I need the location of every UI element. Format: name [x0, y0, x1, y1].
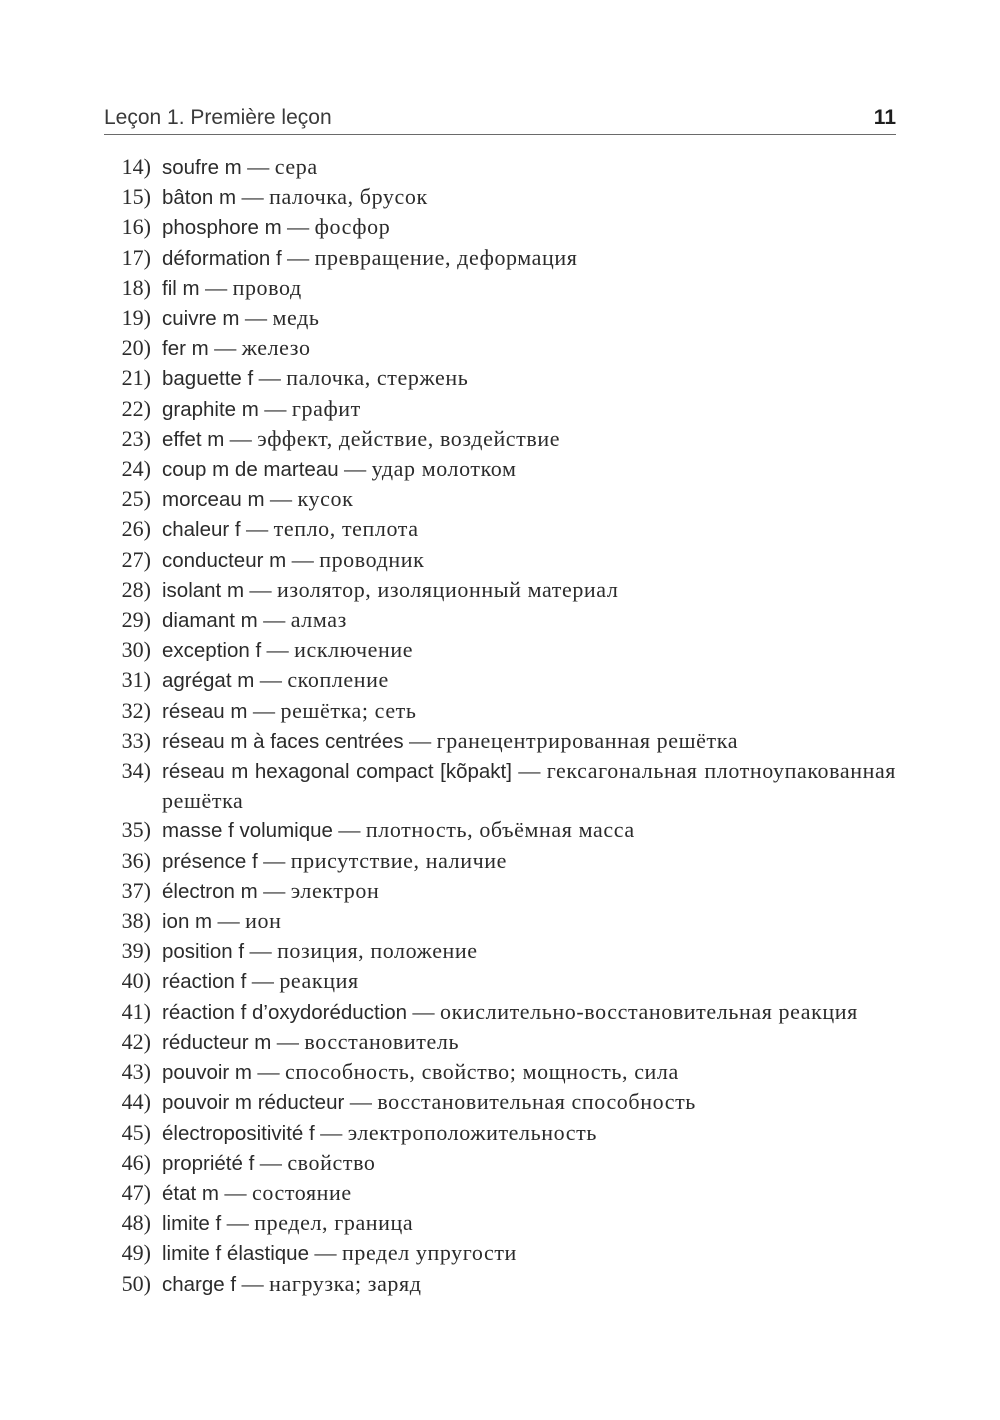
vocabulary-entry: [104, 1087, 896, 1117]
entry-term: déformation f: [162, 246, 282, 270]
entry-number: 39): [121, 938, 151, 964]
entry-translation: электроположительность: [347, 1119, 597, 1145]
vocabulary-entry: [104, 1208, 896, 1238]
entry-separator: —: [246, 516, 269, 542]
vocabulary-list: [104, 152, 896, 1299]
entry-term: bâton m: [162, 186, 237, 210]
entry-translation: позиция, положение: [277, 938, 478, 964]
vocabulary-entry: [104, 1238, 896, 1268]
entry-term: coup m de marteau: [162, 458, 339, 482]
entry-translation: палочка, стержень: [286, 365, 469, 391]
entry-translation: превращение, деформация: [314, 244, 578, 270]
entry-body: [162, 876, 896, 906]
entry-body: [162, 363, 896, 393]
entry-body: [162, 243, 896, 273]
entry-term: réseau m hexagonal compact [kõpakt]: [162, 760, 512, 784]
entry-separator: —: [214, 335, 237, 361]
entry-translation: гексагональная плотноупакованная решётка: [162, 758, 897, 814]
entry-body: [162, 756, 896, 815]
entry-term: effet m: [162, 427, 225, 451]
entry-separator: —: [412, 998, 435, 1024]
entry-term: réseau m à faces centrées: [162, 729, 404, 753]
vocabulary-entry: [104, 1118, 896, 1148]
entry-term: électropositivité f: [162, 1121, 315, 1145]
chapter-title: Leçon 1. Première leçon: [104, 106, 332, 129]
entry-term: électron m: [162, 879, 258, 903]
vocabulary-entry: [104, 243, 896, 273]
entry-separator: —: [287, 244, 310, 270]
entry-body: [162, 696, 896, 726]
entry-translation: удар молотком: [371, 456, 517, 482]
entry-body: [162, 333, 896, 363]
vocabulary-entry: [104, 484, 896, 514]
entry-translation: решётка; сеть: [280, 697, 417, 723]
entry-number: 24): [121, 456, 151, 482]
entry-separator: —: [344, 456, 367, 482]
entry-body: [162, 846, 896, 876]
entry-body: [162, 1027, 896, 1057]
vocabulary-entry: [104, 966, 896, 996]
entry-number: 21): [121, 365, 151, 391]
entry-term: pouvoir m: [162, 1061, 253, 1085]
entry-number: 45): [121, 1119, 151, 1145]
vocabulary-entry: [104, 997, 896, 1027]
entry-body: [162, 212, 896, 242]
vocabulary-entry: [104, 273, 896, 303]
entry-number: 46): [121, 1149, 151, 1175]
entry-separator: —: [263, 877, 286, 903]
entry-body: [162, 394, 896, 424]
entry-number: 44): [121, 1089, 151, 1115]
entry-term: fer m: [162, 337, 209, 361]
entry-number: 15): [121, 184, 151, 210]
entry-translation: реакция: [279, 968, 359, 994]
entry-term: présence f: [162, 849, 258, 873]
entry-separator: —: [270, 486, 293, 512]
entry-separator: —: [241, 1270, 264, 1296]
entry-separator: —: [258, 365, 281, 391]
entry-term: pouvoir m réducteur: [162, 1091, 345, 1115]
entry-number: 35): [121, 817, 151, 843]
entry-term: conducteur m: [162, 548, 287, 572]
entry-translation: эффект, действие, воздействие: [257, 425, 561, 451]
entry-separator: —: [349, 1089, 372, 1115]
entry-separator: —: [320, 1119, 343, 1145]
entry-separator: —: [276, 1028, 299, 1054]
entry-separator: —: [314, 1240, 337, 1266]
entry-number: 14): [121, 154, 151, 179]
vocabulary-entry: [104, 906, 896, 936]
entry-number: 33): [121, 727, 151, 753]
vocabulary-entry: [104, 303, 896, 333]
vocabulary-entry: [104, 394, 896, 424]
vocabulary-entry: [104, 1148, 896, 1178]
entry-number: 32): [121, 697, 151, 723]
vocabulary-entry: [104, 152, 896, 182]
entry-body: [162, 1087, 896, 1117]
entry-body: [162, 1148, 896, 1178]
entry-body: [162, 273, 896, 303]
entry-number: 34): [121, 758, 151, 784]
vocabulary-entry: [104, 363, 896, 393]
entry-body: [162, 906, 896, 936]
entry-translation: графит: [291, 395, 361, 421]
entry-separator: —: [226, 1210, 249, 1236]
entry-body: [162, 997, 896, 1027]
entry-term: charge f: [162, 1272, 237, 1296]
entry-separator: —: [291, 546, 314, 572]
entry-body: [162, 605, 896, 635]
entry-separator: —: [249, 576, 272, 602]
entry-term: soufre m: [162, 156, 242, 179]
entry-term: réducteur m: [162, 1030, 272, 1054]
entry-body: [162, 815, 896, 845]
vocabulary-entry: [104, 1027, 896, 1057]
entry-number: 25): [121, 486, 151, 512]
vocabulary-entry: [104, 212, 896, 242]
entry-term: réaction f d’oxydoréduction: [162, 1000, 408, 1024]
entry-separator: —: [287, 214, 310, 240]
entry-term: réaction f: [162, 970, 247, 994]
entry-body: [162, 303, 896, 333]
entry-number: 43): [121, 1059, 151, 1085]
vocabulary-entry: [104, 545, 896, 575]
entry-translation: плотность, объёмная масса: [365, 817, 635, 843]
entry-separator: —: [259, 1149, 282, 1175]
vocabulary-entry: [104, 936, 896, 966]
entry-separator: —: [263, 607, 286, 633]
entry-term: cuivre m: [162, 307, 240, 331]
entry-translation: гранецентрированная решётка: [436, 727, 739, 753]
entry-separator: —: [518, 758, 541, 784]
entry-term: réseau m: [162, 699, 248, 723]
entry-translation: провод: [232, 274, 302, 300]
entry-separator: —: [264, 395, 287, 421]
entry-term: masse f volumique: [162, 819, 333, 843]
page-number: 11: [873, 106, 896, 129]
entry-term: position f: [162, 940, 245, 964]
entry-term: exception f: [162, 639, 262, 663]
entry-body: [162, 726, 896, 756]
entry-body: [162, 575, 896, 605]
entry-translation: восстановительная способность: [377, 1089, 696, 1115]
entry-translation: палочка, брусок: [269, 184, 428, 210]
entry-number: 27): [121, 546, 151, 572]
entry-translation: предел, граница: [254, 1210, 414, 1236]
entry-number: 49): [121, 1240, 151, 1266]
entry-term: baguette f: [162, 367, 254, 391]
entry-separator: —: [241, 184, 264, 210]
entry-body: [162, 1178, 896, 1208]
entry-body: [162, 1118, 896, 1148]
entry-number: 30): [121, 637, 151, 663]
entry-translation: присутствие, наличие: [290, 847, 508, 873]
vocabulary-entry: [104, 726, 896, 756]
entry-translation: состояние: [251, 1179, 352, 1205]
entry-number: 42): [121, 1028, 151, 1054]
entry-body: [162, 484, 896, 514]
entry-number: 40): [121, 968, 151, 994]
entry-number: 29): [121, 607, 151, 633]
entry-separator: —: [263, 847, 286, 873]
entry-number: 16): [121, 214, 151, 240]
entry-body: [162, 1269, 896, 1299]
vocabulary-entry: [104, 696, 896, 726]
entry-translation: способность, свойство; мощность, сила: [285, 1059, 679, 1085]
entry-number: 47): [121, 1179, 151, 1205]
entry-translation: сера: [274, 154, 318, 179]
entry-translation: ион: [245, 908, 282, 934]
entry-number: 26): [121, 516, 151, 542]
vocabulary-entry: [104, 182, 896, 212]
entry-body: [162, 545, 896, 575]
entry-number: 18): [121, 274, 151, 300]
entry-number: 38): [121, 908, 151, 934]
entry-term: limite f élastique: [162, 1242, 309, 1266]
entry-number: 17): [121, 244, 151, 270]
entry-number: 37): [121, 877, 151, 903]
entry-term: chaleur f: [162, 518, 241, 542]
entry-number: 41): [121, 998, 151, 1024]
entry-separator: —: [244, 305, 267, 331]
running-header: [104, 104, 896, 135]
entry-number: 19): [121, 305, 151, 331]
vocabulary-entry: [104, 333, 896, 363]
entry-separator: —: [409, 727, 432, 753]
entry-translation: тепло, теплота: [273, 516, 419, 542]
entry-separator: —: [259, 667, 282, 693]
entry-term: agrégat m: [162, 669, 255, 693]
entry-number: 23): [121, 425, 151, 451]
entry-number: 28): [121, 576, 151, 602]
entry-separator: —: [224, 1179, 247, 1205]
entry-body: [162, 182, 896, 212]
entry-separator: —: [247, 154, 270, 179]
vocabulary-entry: [104, 665, 896, 695]
entry-term: isolant m: [162, 578, 245, 602]
vocabulary-entry: [104, 815, 896, 845]
entry-translation: свойство: [287, 1149, 376, 1175]
entry-translation: окислительно-восстановительная реакция: [440, 998, 858, 1024]
entry-separator: —: [249, 938, 272, 964]
entry-separator: —: [229, 425, 252, 451]
entry-body: [162, 936, 896, 966]
entry-translation: изолятор, изоляционный материал: [277, 576, 619, 602]
entry-translation: кусок: [297, 486, 354, 512]
entry-term: fil m: [162, 276, 200, 300]
entry-term: propriété f: [162, 1151, 255, 1175]
entry-translation: фосфор: [314, 214, 391, 240]
entry-term: diamant m: [162, 609, 258, 633]
entry-translation: медь: [272, 305, 320, 331]
entry-term: graphite m: [162, 397, 259, 421]
entry-separator: —: [338, 817, 361, 843]
vocabulary-entry: [104, 635, 896, 665]
vocabulary-entry: [104, 514, 896, 544]
vocabulary-entry: [104, 424, 896, 454]
entry-term: morceau m: [162, 488, 265, 512]
entry-body: [162, 454, 896, 484]
entry-separator: —: [217, 908, 240, 934]
vocabulary-entry: [104, 454, 896, 484]
entry-number: 36): [121, 847, 151, 873]
entry-body: [162, 1208, 896, 1238]
entry-term: état m: [162, 1181, 219, 1205]
entry-term: ion m: [162, 910, 213, 934]
entry-translation: нагрузка; заряд: [269, 1270, 422, 1296]
entry-body: [162, 1057, 896, 1087]
vocabulary-entry: [104, 756, 896, 815]
entry-body: [162, 514, 896, 544]
entry-translation: исключение: [294, 637, 414, 663]
entry-separator: —: [205, 274, 228, 300]
vocabulary-entry: [104, 846, 896, 876]
entry-body: [162, 152, 896, 182]
vocabulary-entry: [104, 575, 896, 605]
entry-translation: предел упругости: [341, 1240, 517, 1266]
vocabulary-entry: [104, 605, 896, 635]
entry-translation: железо: [241, 335, 311, 361]
entry-translation: скопление: [287, 667, 389, 693]
vocabulary-entry: [104, 876, 896, 906]
entry-term: limite f: [162, 1212, 222, 1236]
entry-translation: электрон: [290, 877, 380, 903]
entry-body: [162, 635, 896, 665]
entry-separator: —: [251, 968, 274, 994]
entry-body: [162, 665, 896, 695]
entry-translation: алмаз: [290, 607, 347, 633]
entry-body: [162, 966, 896, 996]
entry-separator: —: [252, 697, 275, 723]
entry-separator: —: [266, 637, 289, 663]
entry-number: 20): [121, 335, 151, 361]
vocabulary-entry: [104, 1057, 896, 1087]
entry-number: 50): [121, 1270, 151, 1296]
vocabulary-entry: [104, 1178, 896, 1208]
entry-translation: проводник: [319, 546, 425, 572]
entry-body: [162, 424, 896, 454]
entry-number: 48): [121, 1210, 151, 1236]
entry-body: [162, 1238, 896, 1268]
entry-number: 31): [121, 667, 151, 693]
entry-translation: восстановитель: [304, 1028, 460, 1054]
entry-separator: —: [257, 1059, 280, 1085]
entry-number: 22): [121, 395, 151, 421]
entry-term: phosphore m: [162, 216, 282, 240]
vocabulary-entry: [104, 1269, 896, 1299]
